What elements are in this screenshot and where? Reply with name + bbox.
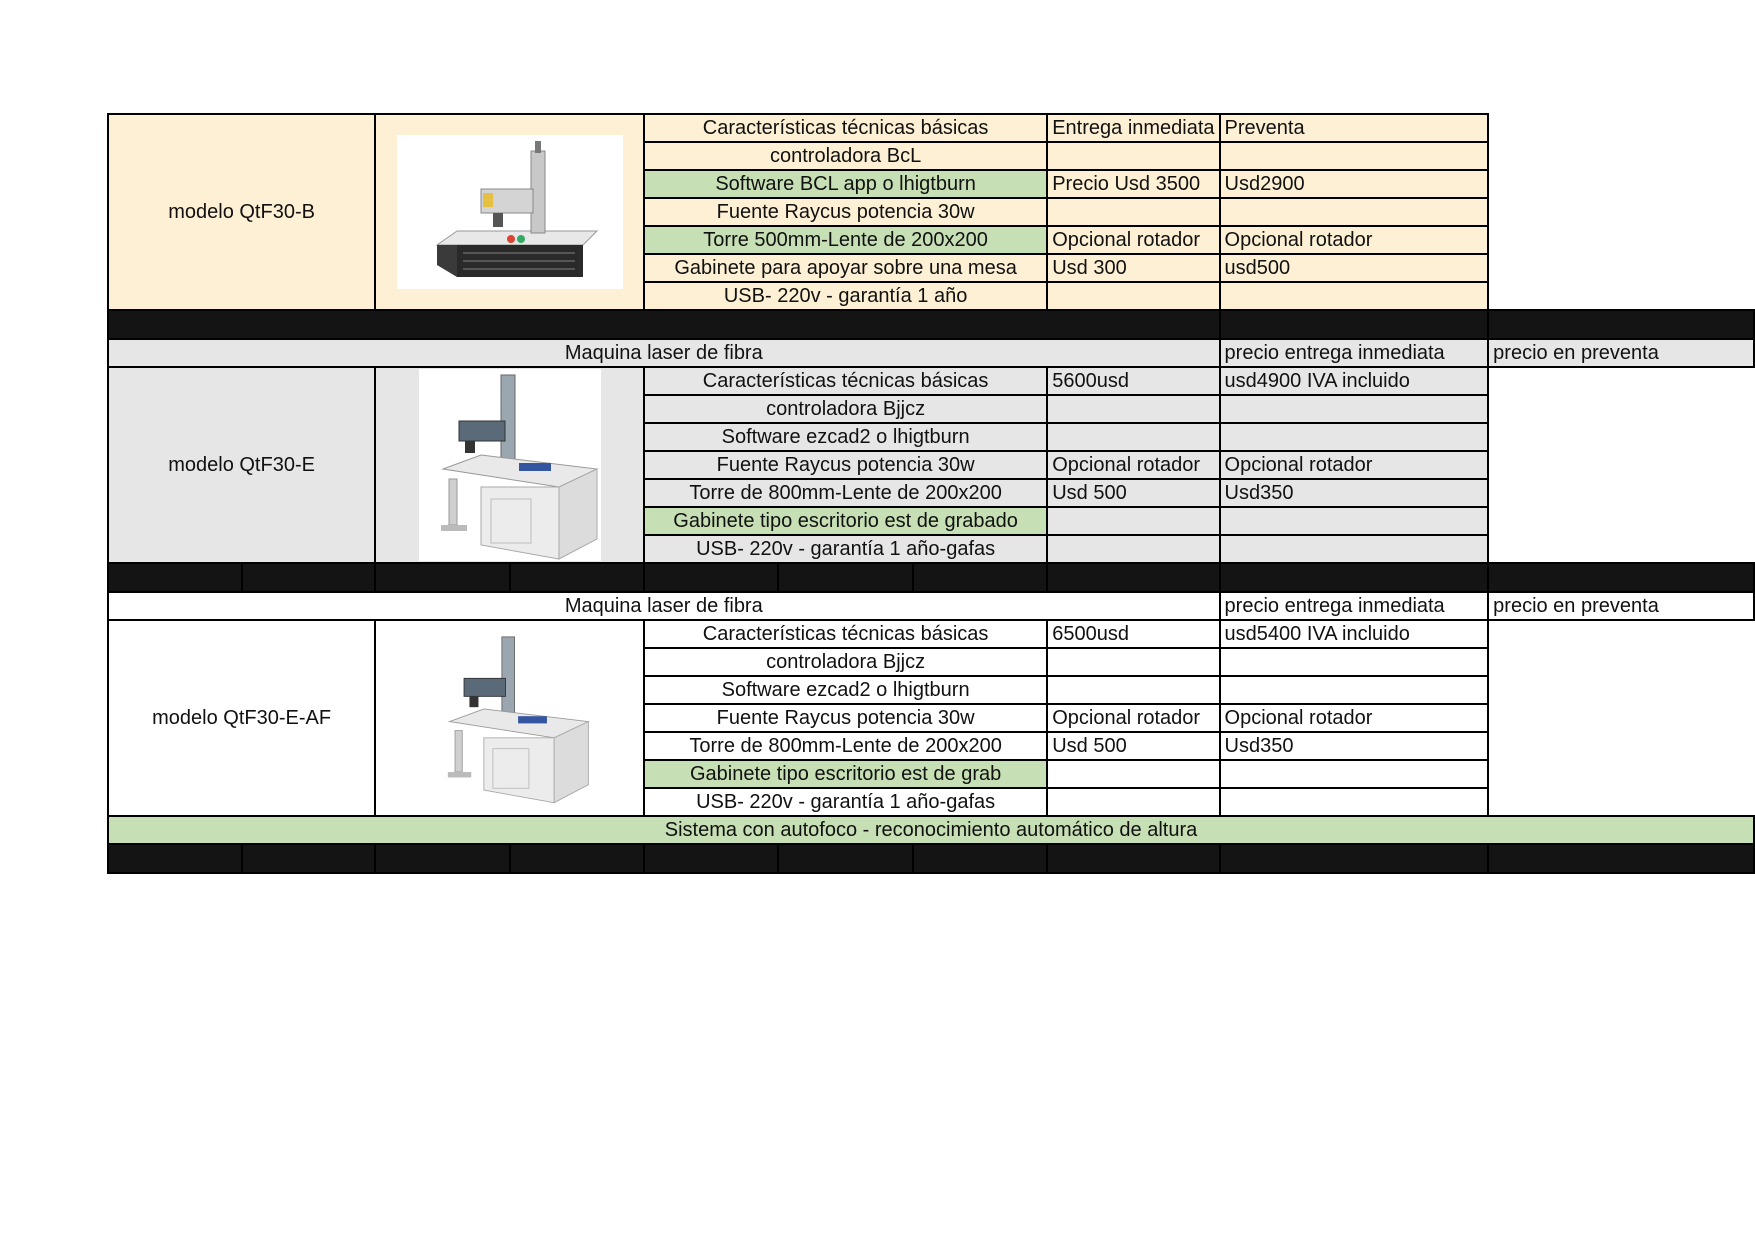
feature-cell: Software ezcad2 o lhigtburn [644, 423, 1047, 451]
feature-cell: Gabinete tipo escritorio est de grab [644, 760, 1047, 788]
price-cell: 6500usd [1047, 620, 1219, 648]
column-header: precio entrega inmediata [1220, 339, 1489, 367]
feature-cell: Software BCL app o lhigtburn [644, 170, 1047, 198]
price-cell [1220, 395, 1489, 423]
price-cell [1047, 142, 1219, 170]
separator-cell [510, 844, 644, 873]
feature-cell: Gabinete tipo escritorio est de grabado [644, 507, 1047, 535]
price-cell [1047, 676, 1219, 704]
price-cell: Entrega inmediata [1047, 114, 1219, 142]
feature-cell: Gabinete para apoyar sobre una mesa [644, 254, 1047, 282]
autofocus-footer: Sistema con autofoco - reconocimiento automático de altura [108, 816, 1754, 844]
feature-cell: controladora Bjjcz [644, 648, 1047, 676]
separator-cell [913, 563, 1047, 592]
separator-cell [778, 563, 912, 592]
separator-cell [1488, 844, 1754, 873]
separator-cell [1488, 563, 1754, 592]
separator-cell [1220, 844, 1489, 873]
separator-cell [1488, 310, 1754, 339]
price-cell [1220, 282, 1489, 310]
section-title: Maquina laser de fibra [108, 339, 1220, 367]
separator-cell [510, 563, 644, 592]
price-cell: Preventa [1220, 114, 1489, 142]
separator-cell [1220, 563, 1489, 592]
price-cell [1047, 648, 1219, 676]
column-header: precio en preventa [1488, 339, 1754, 367]
feature-cell: USB- 220v - garantía 1 año-gafas [644, 788, 1047, 816]
laser-machine-autofocus-icon [428, 625, 592, 811]
price-cell [1047, 788, 1219, 816]
price-cell [1047, 282, 1219, 310]
feature-cell: USB- 220v - garantía 1 año-gafas [644, 535, 1047, 563]
price-cell: usd5400 IVA incluido [1220, 620, 1489, 648]
separator-cell [913, 844, 1047, 873]
separator-cell [1220, 310, 1489, 339]
laser-machine-cabinet-icon [419, 369, 601, 561]
separator-cell [375, 563, 509, 592]
price-cell [1220, 423, 1489, 451]
separator-cell [242, 844, 376, 873]
separator-cell [375, 844, 509, 873]
price-cell [1047, 760, 1219, 788]
feature-cell: Torre de 800mm-Lente de 200x200 [644, 732, 1047, 760]
separator-cell [1047, 844, 1219, 873]
model-name: modelo QtF30-E-AF [108, 620, 375, 816]
s3-header-row [108, 592, 1754, 620]
price-cell: Opcional rotador [1047, 451, 1219, 479]
price-cell: Usd 500 [1047, 732, 1219, 760]
price-cell [1047, 535, 1219, 563]
separator-cell [108, 844, 242, 873]
product-image [375, 367, 644, 563]
price-cell: Precio Usd 3500 [1047, 170, 1219, 198]
price-cell: Usd 300 [1047, 254, 1219, 282]
separator-cell [108, 563, 242, 592]
price-cell [1220, 198, 1489, 226]
separator-row [108, 563, 1754, 592]
price-cell [1220, 648, 1489, 676]
feature-cell: Torre 500mm-Lente de 200x200 [644, 226, 1047, 254]
price-cell [1220, 788, 1489, 816]
price-cell [1220, 507, 1489, 535]
separator-cell [778, 844, 912, 873]
s3-footer-row [108, 816, 1754, 844]
price-cell: Usd350 [1220, 732, 1489, 760]
separator-cell [644, 563, 778, 592]
s2-header-row [108, 339, 1754, 367]
separator-cell [108, 310, 1220, 339]
column-header: precio entrega inmediata [1220, 592, 1489, 620]
feature-cell: Características técnicas básicas [644, 367, 1047, 395]
feature-cell: USB- 220v - garantía 1 año [644, 282, 1047, 310]
price-cell [1220, 142, 1489, 170]
separator-row [108, 310, 1754, 339]
price-cell: Usd2900 [1220, 170, 1489, 198]
price-cell [1047, 395, 1219, 423]
feature-cell: Fuente Raycus potencia 30w [644, 451, 1047, 479]
section-title: Maquina laser de fibra [108, 592, 1220, 620]
product-image [375, 620, 644, 816]
price-cell: Usd350 [1220, 479, 1489, 507]
price-cell: Opcional rotador [1220, 451, 1489, 479]
price-cell [1047, 507, 1219, 535]
model-name: modelo QtF30-B [108, 114, 375, 310]
price-cell: Opcional rotador [1220, 226, 1489, 254]
s3-row-0 [108, 620, 1754, 648]
feature-cell: Fuente Raycus potencia 30w [644, 198, 1047, 226]
feature-cell: Software ezcad2 o lhigtburn [644, 676, 1047, 704]
price-cell [1047, 423, 1219, 451]
laser-machine-desktop-icon [397, 135, 623, 289]
s2-row-0 [108, 367, 1754, 395]
feature-cell: controladora Bjjcz [644, 395, 1047, 423]
price-cell [1220, 676, 1489, 704]
price-cell [1220, 535, 1489, 563]
price-cell: 5600usd [1047, 367, 1219, 395]
separator-row [108, 844, 1754, 873]
s1-row-0 [108, 114, 1754, 142]
separator-cell [644, 844, 778, 873]
price-cell: Usd 500 [1047, 479, 1219, 507]
price-sheet [107, 113, 1755, 874]
separator-cell [1047, 563, 1219, 592]
feature-cell: Características técnicas básicas [644, 114, 1047, 142]
feature-cell: Torre de 800mm-Lente de 200x200 [644, 479, 1047, 507]
feature-cell: Características técnicas básicas [644, 620, 1047, 648]
price-cell: usd500 [1220, 254, 1489, 282]
feature-cell: controladora BcL [644, 142, 1047, 170]
price-cell: Opcional rotador [1047, 704, 1219, 732]
price-cell [1047, 198, 1219, 226]
feature-cell: Fuente Raycus potencia 30w [644, 704, 1047, 732]
product-image [375, 114, 644, 310]
column-header: precio en preventa [1488, 592, 1754, 620]
price-cell: usd4900 IVA incluido [1220, 367, 1489, 395]
model-name: modelo QtF30-E [108, 367, 375, 563]
price-cell: Opcional rotador [1047, 226, 1219, 254]
separator-cell [242, 563, 376, 592]
price-cell [1220, 760, 1489, 788]
price-cell: Opcional rotador [1220, 704, 1489, 732]
